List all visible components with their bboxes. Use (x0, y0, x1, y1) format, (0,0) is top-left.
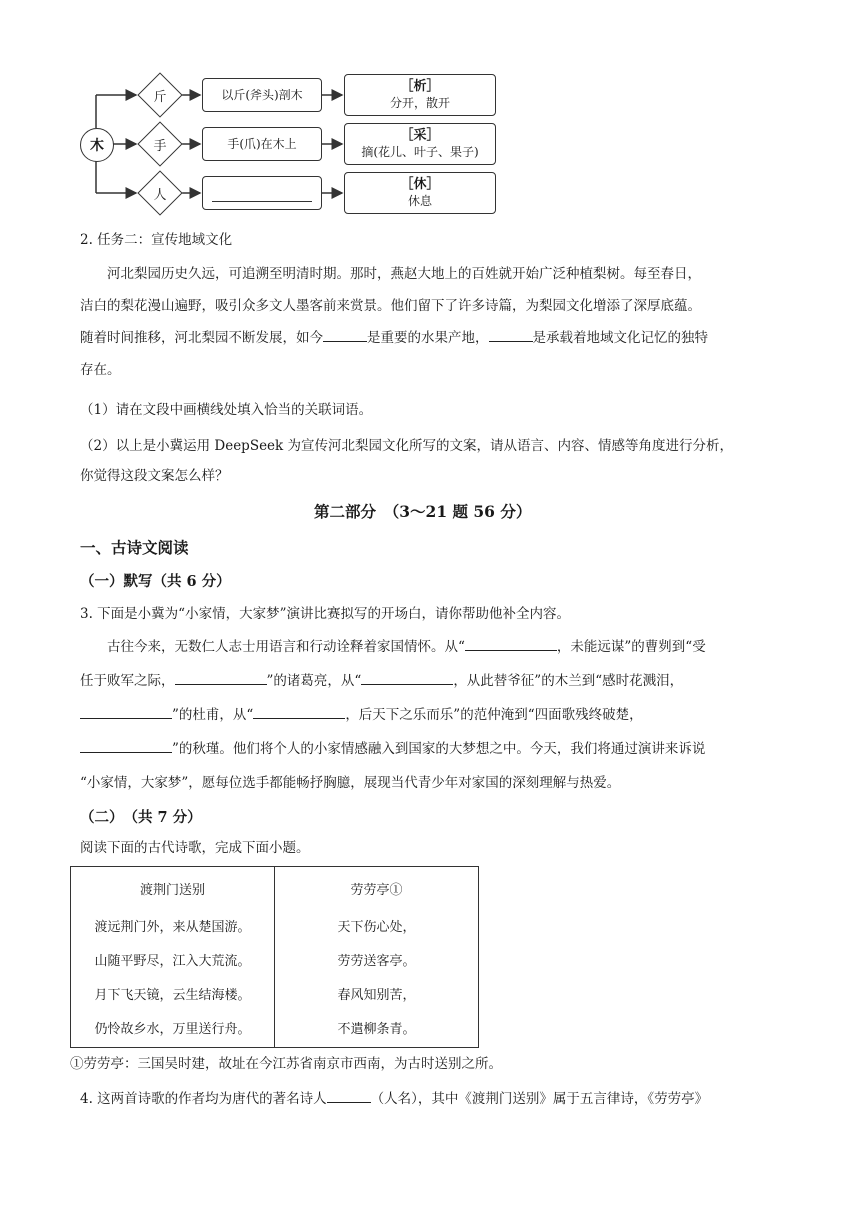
footnote: ①劳劳亭：三国吴时建，故址在今江苏省南京市西南，为古时送别之所。 (70, 1056, 502, 1072)
q3-passage (80, 630, 780, 800)
poem-laolaoting (274, 867, 478, 1047)
passage-text: ，未能远谋”的曹刿到“受 (556, 639, 706, 655)
blank-caogui[interactable] (465, 636, 557, 651)
result-char: ［采］ (400, 128, 440, 143)
result-box-2 (344, 123, 496, 165)
radical-label: 手 (153, 138, 167, 154)
task2-q2-line1: （2）以上是小冀运用 DeepSeek 为宣传河北梨园文化所写的文案，请从语言、内容、情感等角度进行分析， (80, 438, 734, 454)
passage-line (80, 322, 780, 354)
section1-heading: 一、古诗文阅读 (80, 538, 189, 557)
poem-dujingmen (71, 867, 274, 1047)
radical-diamond-1 (138, 73, 182, 117)
blank-2[interactable] (489, 327, 533, 342)
radical-diamond-2 (138, 122, 182, 166)
passage-text: ”的杜甫，从“ (172, 707, 254, 723)
meaning-text: 以斤(斧头)剖木 (221, 88, 303, 102)
blank-mulan[interactable] (361, 670, 453, 685)
result-char: ［休］ (400, 177, 440, 192)
poem-title: 劳劳亭① (350, 883, 403, 898)
poem-line: 不遣柳条青。 (337, 1022, 416, 1037)
poem-title: 渡荆门送别 (139, 883, 205, 898)
blank-1[interactable] (323, 327, 367, 342)
sub1-heading: （一）默写（共 6 分） (80, 573, 231, 590)
q4-line (80, 1088, 708, 1109)
meaning-box-2 (202, 127, 322, 161)
result-box-3 (344, 172, 496, 214)
passage-line: 洁白的梨花漫山遍野，吸引众多文人墨客前来赏景。他们留下了许多诗篇，为梨园文化增添了深厚底蕴。 (80, 298, 701, 314)
passage-line (80, 732, 780, 766)
center-character: 木 (80, 128, 114, 162)
task2-heading: 2. 任务二：宣传地域文化 (80, 232, 233, 248)
radical-label: 人 (153, 187, 167, 203)
passage-line: 河北梨园历史久远，可追溯至明清时期。那时，燕赵大地上的百姓就开始广泛种植梨树。每至春日， (107, 266, 701, 282)
passage-text: 是承载着地域文化记忆的独特 (532, 330, 708, 346)
passage-text: 是重要的水果产地， (367, 330, 489, 346)
blank-fanzhongyan[interactable] (253, 704, 345, 719)
character-diagram (78, 70, 508, 220)
result-char: ［析］ (400, 79, 440, 94)
task2-q2-line2: 你觉得这段文案怎么样？ (80, 468, 229, 484)
poem-line: 渡远荆门外，来从楚国游。 (94, 920, 251, 935)
meaning-box-1 (202, 78, 322, 112)
fill-blank-line[interactable] (212, 200, 312, 202)
blank-poet[interactable] (327, 1088, 371, 1103)
passage-line: “小家情，大家梦”，愿每位选手都能畅抒胸臆，展现当代青少年对家国的深刻理解与热爱。 (80, 775, 621, 791)
radical-diamond-3 (138, 171, 182, 215)
meaning-text: 手(爪)在木上 (227, 137, 297, 151)
q3-intro: 3. 下面是小冀为“小家情，大家梦”演讲比赛拟写的开场白，请你帮助他补全内容。 (80, 606, 570, 622)
result-text: 休息 (407, 194, 432, 208)
task2-passage (80, 258, 780, 386)
passage-line (80, 698, 780, 732)
read-prompt: 阅读下面的古代诗歌，完成下面小题。 (80, 840, 310, 856)
result-text: 分开，散开 (389, 96, 450, 110)
q4-text: （人名），其中《渡荆门送别》属于五言律诗，《劳劳亭》 (370, 1091, 709, 1107)
passage-line: 存在。 (80, 362, 121, 378)
radical-label: 斤 (153, 89, 167, 105)
passage-text: 随着时间推移，河北梨园不断发展，如今 (80, 330, 323, 346)
poem-line: 天下伤心处， (337, 920, 416, 935)
meaning-box-3-blank[interactable] (202, 176, 322, 210)
poem-line: 劳劳送客亭。 (337, 954, 416, 969)
blank-qiujin[interactable] (80, 738, 172, 753)
part2-title: 第二部分 （3～21 题 56 分） (314, 502, 532, 521)
passage-text: ，后天下之乐而乐”的范仲淹到“四面歌残终破楚， (345, 707, 643, 723)
poems-table (70, 866, 479, 1048)
poem-line: 山随平野尽，江入大荒流。 (94, 954, 251, 969)
result-box-1 (344, 74, 496, 116)
passage-text: ，从此替爷征”的木兰到“感时花溅泪， (453, 673, 684, 689)
passage-text: 任于败军之际， (80, 673, 175, 689)
poem-line: 仍怜故乡水，万里送行舟。 (94, 1022, 251, 1037)
passage-text: ”的诸葛亮，从“ (266, 673, 362, 689)
result-text: 摘(花儿、叶子、果子) (361, 145, 479, 159)
q4-text: 4. 这两首诗歌的作者均为唐代的著名诗人 (80, 1091, 327, 1107)
passage-text: ”的秋瑾。他们将个人的小家情感融入到国家的大梦想之中。今天，我们将通过演讲来诉说 (172, 741, 706, 757)
passage-line (80, 630, 780, 664)
task2-q1: （1）请在文段中画横线处填入恰当的关联词语。 (80, 402, 373, 418)
sub2-heading: （二） （共 7 分） (80, 809, 202, 826)
blank-zhugeliang[interactable] (175, 670, 267, 685)
poem-line: 月下飞天镜，云生结海楼。 (94, 988, 251, 1003)
passage-line (80, 664, 780, 698)
passage-text: 古往今来，无数仁人志士用语言和行动诠释着家国情怀。从“ (107, 639, 465, 655)
poem-line: 春风知别苦， (337, 988, 416, 1003)
blank-dufu[interactable] (80, 704, 172, 719)
